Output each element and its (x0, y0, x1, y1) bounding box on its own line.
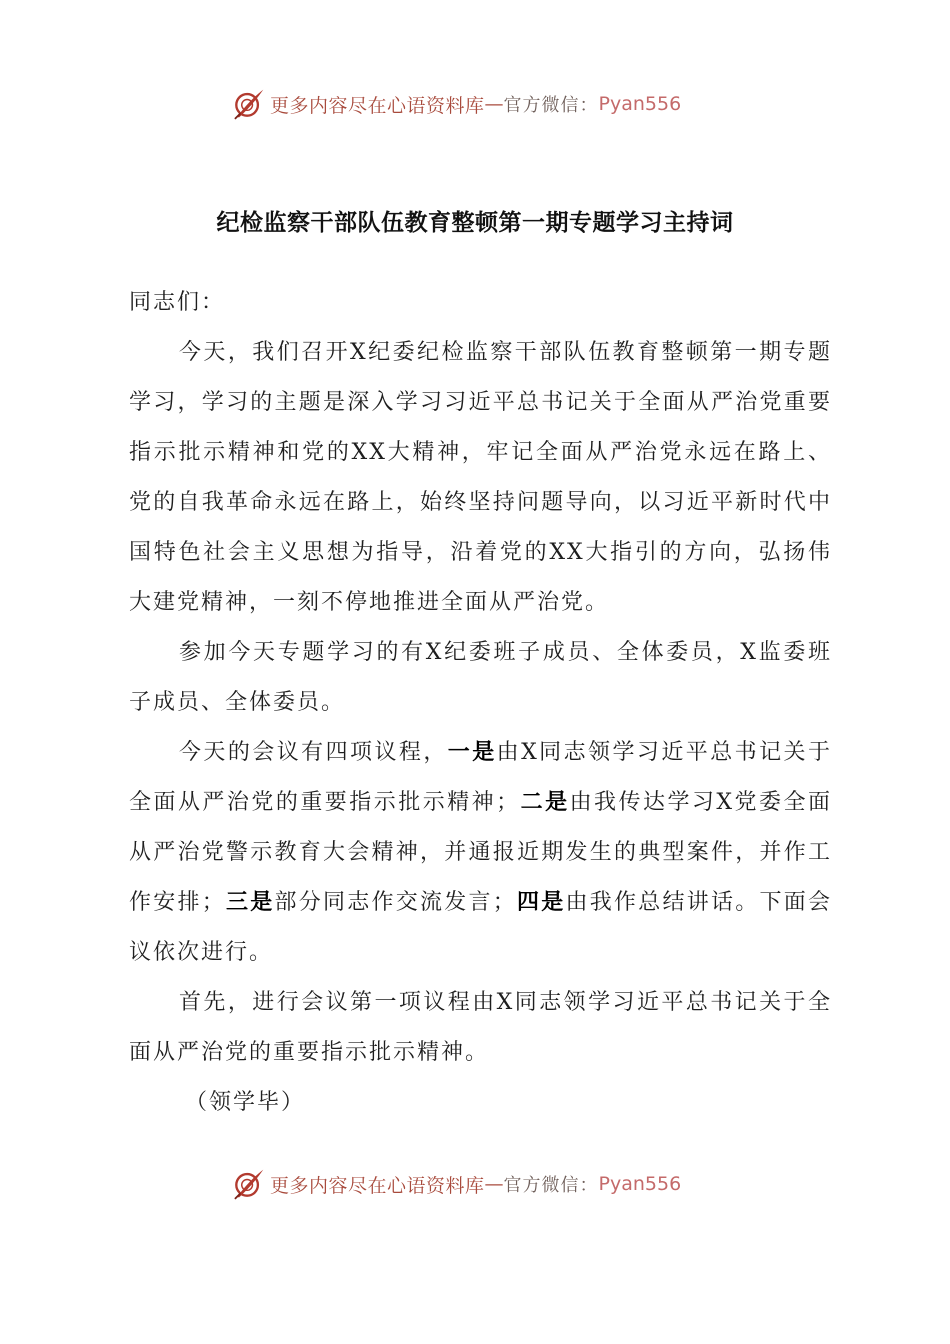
stage-note: （领学毕） (185, 1090, 306, 1115)
agenda-item-3-text: 部分同志作交流发言； (274, 890, 517, 915)
footer-watermark-banner (230, 1164, 681, 1204)
agenda-item-1-label: 一是 (447, 740, 497, 765)
banner-wechat-account: Pyan556 (598, 93, 682, 115)
banner-wechat-account: Pyan556 (598, 1173, 682, 1195)
paragraph-opening: 今天，我们召开X纪委纪检监察干部队伍教育整顿第一期专题学习，学习的主题是深入学习习近平总书记关于全面从严治党重要指示批示精神和党的XX大精神，牢记全面从严治党永远在路上、党的自我革命永远在路上，始终坚持问题导向，以习近平新时代中国特色社会主义思想为指导，沿着党的XX大指引的方向，弘扬伟大建党精神，一刻不停地推进全面从严治党。 (129, 340, 832, 615)
paragraph-attendees: 参加今天专题学习的有X纪委班子成员、全体委员，X监委班子成员、全体委员。 (129, 640, 832, 715)
agenda-item-3-label: 三是 (225, 890, 275, 915)
agenda-item-4-text: 由我作总结讲话。下面会议依次进行。 (129, 890, 832, 965)
salutation: 同志们： (129, 290, 226, 315)
quill-pen-logo-icon (230, 1166, 266, 1202)
paragraph-first-item: 首先，进行会议第一项议程由X同志领学习近平总书记关于全面从严治党的重要指示批示精神。 (129, 990, 832, 1065)
banner-wechat-label: 官方微信： (503, 95, 599, 116)
banner-wechat-label: 官方微信： (503, 1175, 599, 1196)
document-title: 纪检监察干部队伍教育整顿第一期专题学习主持词 (216, 210, 734, 236)
quill-pen-logo-icon (230, 86, 266, 122)
banner-separator: — (484, 93, 504, 115)
banner-slogan: 更多内容尽在心语资料库 (270, 94, 485, 117)
agenda-item-2-text: 由我传达学习X党委全面从严治党警示教育大会精神，并通报近期发生的典型案件，并作工作安排； (129, 790, 832, 915)
document-body (129, 278, 832, 1128)
banner-slogan: 更多内容尽在心语资料库 (270, 1174, 485, 1197)
agenda-intro: 今天的会议有四项议程， (179, 740, 448, 765)
agenda-item-2-label: 二是 (520, 790, 570, 815)
header-watermark-banner (230, 84, 681, 124)
agenda-item-1-text: 由X同志领学习近平总书记关于全面从严治党的重要指示批示精神； (129, 740, 832, 815)
banner-separator: — (484, 1173, 504, 1195)
paragraph-agenda (129, 728, 832, 978)
agenda-item-4-label: 四是 (516, 890, 566, 915)
